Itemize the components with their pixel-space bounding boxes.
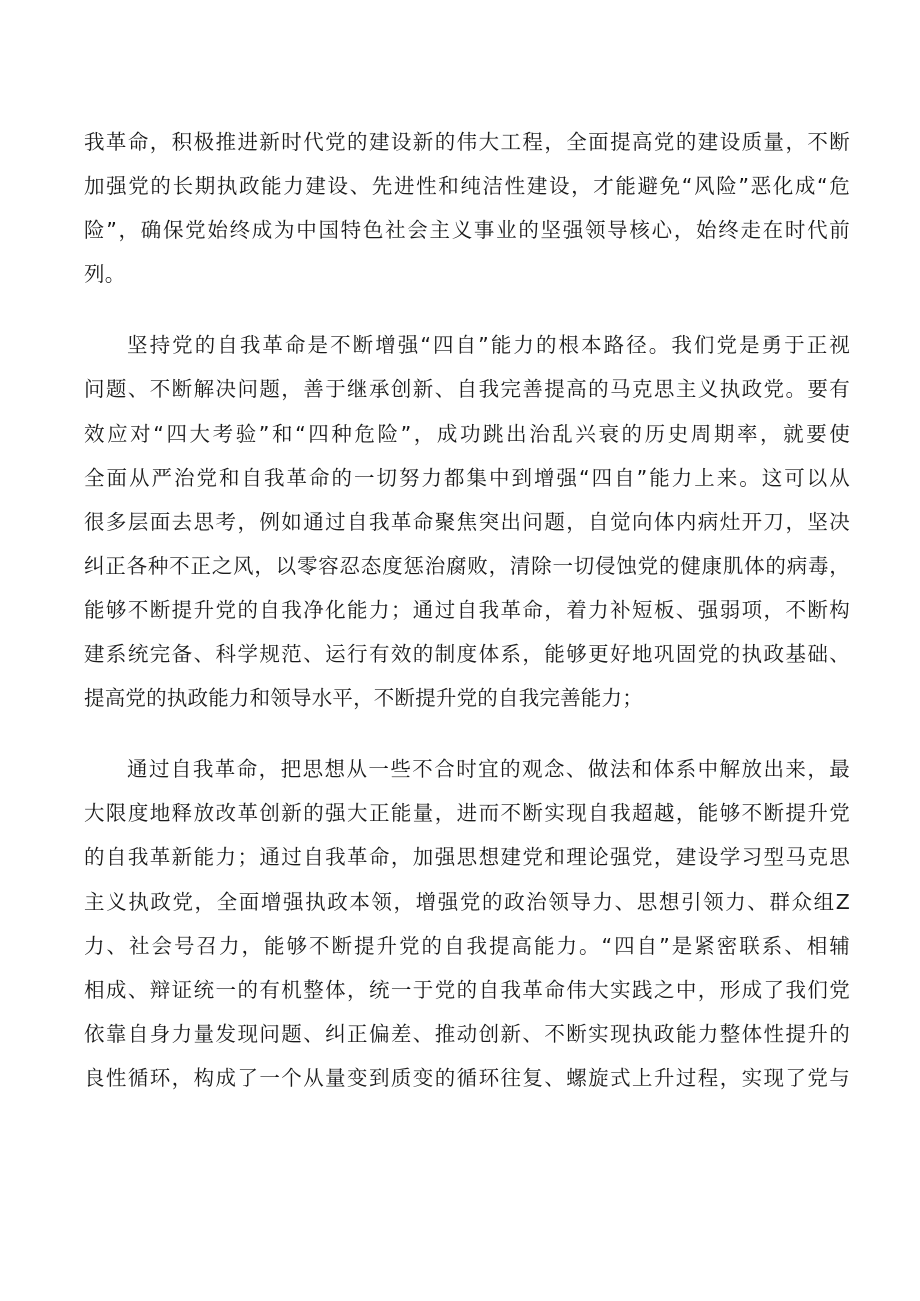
text-line: 纠正各种不正之风，以零容忍态度惩治腐败，清除一切侵蚀党的健康肌体的病毒， bbox=[84, 553, 850, 578]
text-line: 力、社会号召力，能够不断提升党的自我提高能力。“四自”是紧密联系、相辅 bbox=[84, 933, 850, 958]
text-line: 良性循环，构成了一个从量变到质变的循环往复、螺旋式上升过程，实现了党与 bbox=[84, 1065, 850, 1090]
text-line: 坚持党的自我革命是不断增强“四自”能力的根本路径。我们党是勇于正视 bbox=[127, 333, 850, 358]
text-line: 险”，确保党始终成为中国特色社会主义事业的坚强领导核心，始终走在时代前 bbox=[84, 218, 850, 243]
paragraph-3 bbox=[84, 747, 850, 1100]
text-line: 主义执政党，全面增强执政本领，增强党的政治领导力、思想引领力、群众组Z bbox=[84, 889, 850, 914]
text-line: 全面从严治党和自我革命的一切努力都集中到增强“四自”能力上来。这可以从 bbox=[84, 465, 850, 490]
text-line: 依靠自身力量发现问题、纠正偏差、推动创新、不断实现执政能力整体性提升的 bbox=[84, 1021, 850, 1046]
text-line: 通过自我革命，把思想从一些不合时宜的观念、做法和体系中解放出来，最 bbox=[127, 757, 850, 782]
text-line: 问题、不断解决问题，善于继承创新、自我完善提高的马克思主义执政党。要有 bbox=[84, 377, 850, 402]
text-line: 很多层面去思考，例如通过自我革命聚焦突出问题，自觉向体内病灶开刀，坚决 bbox=[84, 509, 850, 534]
paragraph-1 bbox=[84, 120, 850, 296]
text-line: 能够不断提升党的自我净化能力；通过自我革命，着力补短板、强弱项，不断构 bbox=[84, 597, 850, 622]
text-line: 加强党的长期执政能力建设、先进性和纯洁性建设，才能避免“风险”恶化成“危 bbox=[84, 174, 850, 199]
text-line: 建系统完备、科学规范、运行有效的制度体系，能够更好地巩固党的执政基础、 bbox=[84, 642, 850, 667]
text-line: 我革命，积极推进新时代党的建设新的伟大工程，全面提高党的建设质量，不断 bbox=[84, 130, 850, 154]
text-line: 列。 bbox=[84, 262, 126, 287]
text-line: 相成、辩证统一的有机整体，统一于党的自我革命伟大实践之中，形成了我们党 bbox=[84, 977, 850, 1002]
body-text bbox=[84, 120, 850, 1100]
text-line: 效应对“四大考验”和“四种危险”，成功跳出治乱兴衰的历史周期率，就要使 bbox=[84, 421, 850, 446]
text-line: 的自我革新能力；通过自我革命，加强思想建党和理论强党，建设学习型马克思 bbox=[84, 845, 850, 870]
text-line: 大限度地释放改革创新的强大正能量，进而不断实现自我超越，能够不断提升党 bbox=[84, 801, 850, 826]
text-line: 提高党的执政能力和领导水平，不断提升党的自我完善能力； bbox=[84, 686, 643, 711]
paragraph-2 bbox=[84, 323, 850, 720]
